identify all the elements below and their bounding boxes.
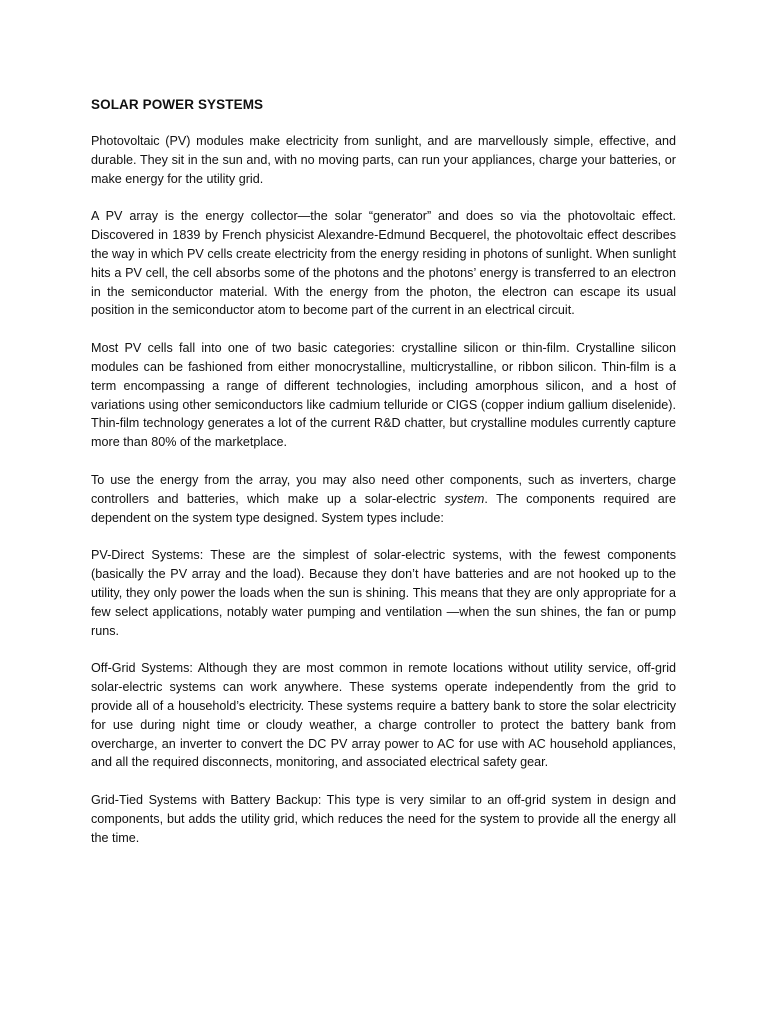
- paragraph-components: [91, 471, 676, 527]
- paragraph-pv-direct-systems: PV-Direct Systems: These are the simplest of solar-electric systems, with the fewest components (basically the PV array and the load). Because they don’t have batteries and are not hooked up to the utility, they only power the loads when the sun is shining. This means that they are only appropriate for a few select applications, notably water pumping and ventilation —when the sun shines, the fan or pump runs.: [91, 548, 676, 638]
- document-title: SOLAR POWER SYSTEMS: [91, 97, 264, 112]
- paragraph-pv-modules: Photovoltaic (PV) modules make electricity from sunlight, and are marvellously simple, effective, and durable. They sit in the sun and, with no moving parts, can run your appliances, charge your batteries, or make energy for the utility grid.: [91, 134, 676, 186]
- components-emphasis: system: [444, 491, 485, 506]
- components-text-before: To use the energy from the array, you may also need other components, such as inverters, charge controllers and batteries, which make up a solar-electric: [91, 472, 676, 506]
- components-text-after: . The components required are dependent on the system type designed. System types include:: [91, 491, 676, 525]
- paragraph-grid-tied-battery-backup: Grid-Tied Systems with Battery Backup: This type is very similar to an off-grid system in design and components, but adds the utility grid, which reduces the need for the system to provide all the energy all the time.: [91, 793, 676, 845]
- paragraph-pv-cell-categories: Most PV cells fall into one of two basic categories: crystalline silicon or thin-film. Crystalline silicon modules can be fashioned from either monocrystalline, multicrystalline, or ribbon silicon. Thin-film is a term encompassing a range of different technologies, including amorphous silicon, and a host of variations using other semiconductors like cadmium telluride or CIGS (copper indium gallium diselenide). Thin-film technology generates a lot of the current R&D chatter, but crystalline modules currently capture more than 80% of the marketplace.: [91, 341, 676, 450]
- paragraph-pv-array: A PV array is the energy collector—the solar “generator” and does so via the photovoltaic effect. Discovered in 1839 by French physicist Alexandre-Edmund Becquerel, the photovoltaic effect describes the way in which PV cells create electricity from the energy residing in photons of sunlight. When sunlight hits a PV cell, the cell absorbs some of the photons and the photons’ energy is transferred to an electron in the semiconductor material. With the energy from the photon, the electron can escape its usual position in the semiconductor atom to become part of the current in an electrical circuit.: [91, 209, 676, 318]
- paragraph-off-grid-systems: Off-Grid Systems: Although they are most common in remote locations without utility service, off-grid solar-electric systems can work anywhere. These systems operate independently from the grid to provide all of a household’s electricity. These systems require a battery bank to store the solar electricity for use during night time or cloudy weather, a charge controller to protect the battery bank from overcharge, an inverter to convert the DC PV array power to AC for use with AC household appliances, and all the required disconnects, monitoring, and associated electrical safety gear.: [91, 661, 676, 770]
